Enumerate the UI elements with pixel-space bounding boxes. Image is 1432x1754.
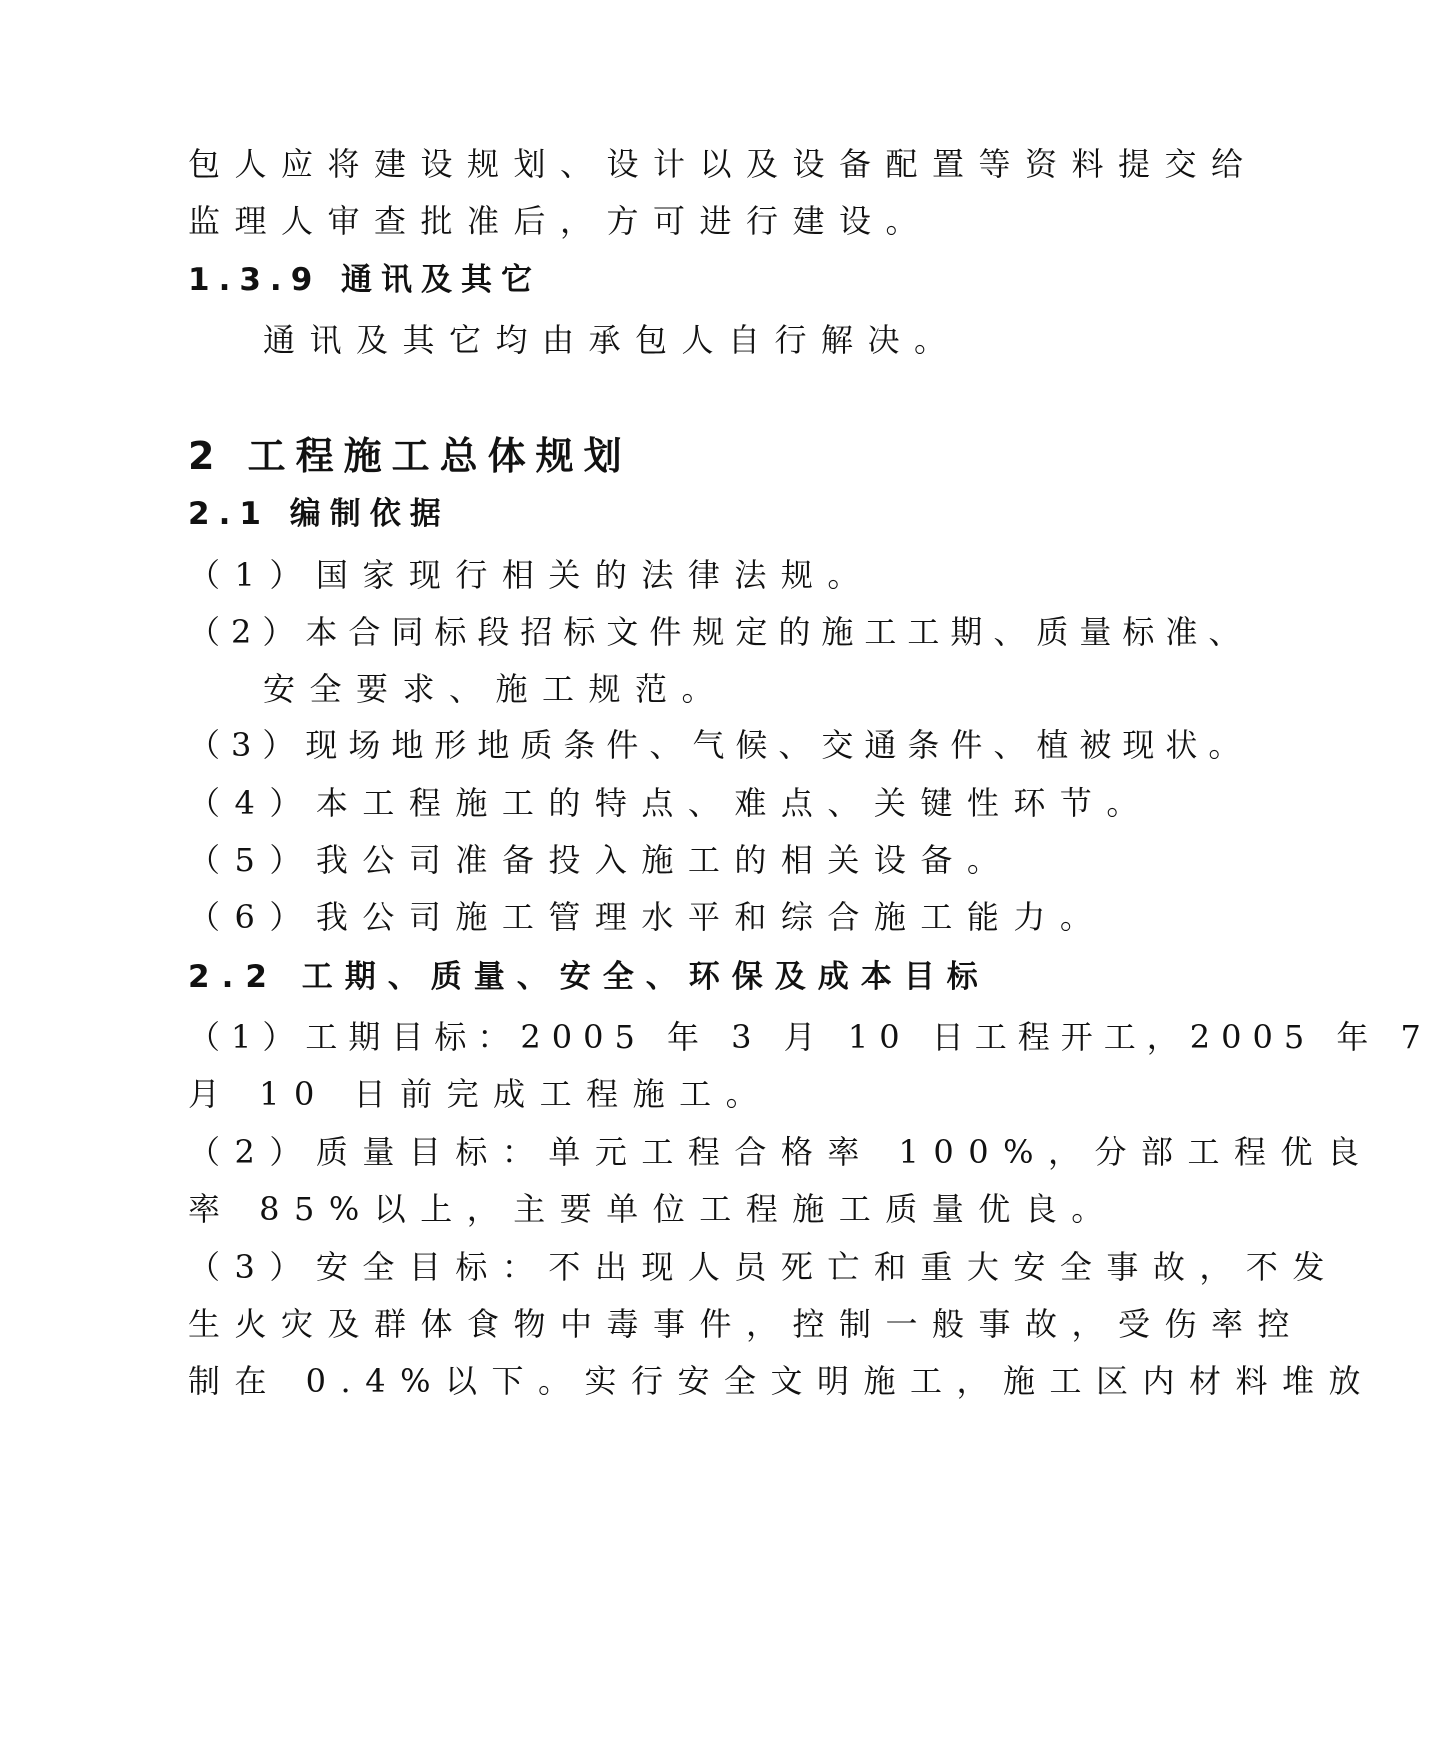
list-item: （1）国家现行相关的法律法规。 (188, 556, 874, 594)
list-item-continuation: 生火灾及群体食物中毒事件，控制一般事故，受伤率控 (188, 1305, 1305, 1343)
section-heading-1-3-9: 1.3.9 通讯及其它 (188, 262, 542, 298)
list-item: （3）现场地形地质条件、气候、交通条件、植被现状。 (188, 726, 1252, 764)
list-item: （1）工期目标：2005 年 3 月 10 日工程开工，2005 年 7 (188, 1018, 1432, 1056)
section-heading-2-1: 2.1 编制依据 (188, 496, 450, 532)
list-item: （2）本合同标段招标文件规定的施工工期、质量标准、 (188, 613, 1252, 651)
body-paragraph-line: 监理人审查批准后，方可进行建设。 (188, 202, 933, 240)
chapter-heading-2: 2 工程施工总体规划 (188, 434, 632, 478)
list-item-continuation: 安全要求、施工规范。 (263, 670, 729, 708)
list-item: （4）本工程施工的特点、难点、关键性环节。 (188, 784, 1153, 822)
list-item: （6）我公司施工管理水平和综合施工能力。 (188, 898, 1107, 936)
section-heading-2-2: 2.2 工期、质量、安全、环保及成本目标 (188, 959, 990, 995)
list-item: （3）安全目标：不出现人员死亡和重大安全事故，不发 (188, 1248, 1339, 1286)
list-item: （2）质量目标：单元工程合格率 100%，分部工程优良 (188, 1133, 1374, 1171)
list-item: （5）我公司准备投入施工的相关设备。 (188, 841, 1014, 879)
list-item-continuation: 制在 0.4%以下。实行安全文明施工，施工区内材料堆放 (188, 1362, 1375, 1400)
list-item-continuation: 月 10 日前完成工程施工。 (188, 1075, 773, 1113)
list-item-continuation: 率 85%以上，主要单位工程施工质量优良。 (188, 1190, 1118, 1228)
body-paragraph-line: 包人应将建设规划、设计以及设备配置等资料提交给 (188, 145, 1258, 183)
body-paragraph-line: 通讯及其它均由承包人自行解决。 (263, 321, 961, 359)
